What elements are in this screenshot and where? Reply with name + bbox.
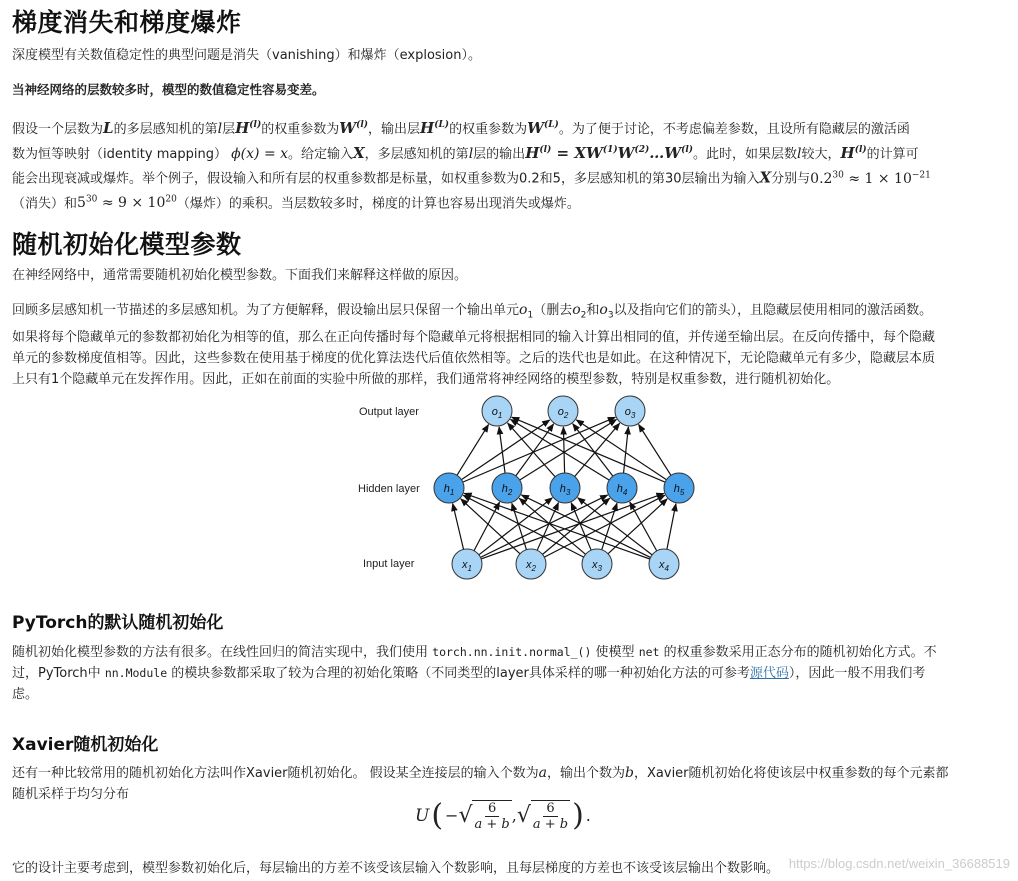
edge-h4-o2 xyxy=(573,424,613,476)
section-title-pytorch: PyTorch的默认随机初始化 xyxy=(12,613,224,633)
hidden-node-h3-label: $h_3$ xyxy=(559,483,571,497)
watermark: https://blog.csdn.net/weixin_36688519 xyxy=(788,856,1010,871)
input-layer-label: Input layer xyxy=(363,558,415,570)
edge-x1-h2 xyxy=(474,502,500,551)
output-node-o2-label: $o_2$ xyxy=(557,406,569,420)
input-node-x2-label: $x_2$ xyxy=(526,559,536,573)
section-title-gradient: 梯度消失和梯度爆炸 xyxy=(12,8,242,37)
diagram-nodes xyxy=(434,396,694,579)
code-net: net xyxy=(638,645,660,659)
edge-h3-o2 xyxy=(563,427,564,473)
input-node-x4-label: $x_4$ xyxy=(659,559,669,573)
paragraph-xavier: 还有一种比较常用的随机初始化方法叫作Xavier随机初始化。 假设某全连接层的输入个数为a，输出个数为b，Xavier随机初始化将使该层中权重参数的每个元素都 随机采样于均匀分布 xyxy=(12,765,949,802)
paragraph-gradient: 假设一个层数为L的多层感知机的第l层$H^{(l)}$的权重参数为$W^{(l)}$，输出层$H^{(L)}$的权重参数为$W^{(L)}$。为了便于讨论，不考虑偏差参数，且设所有隐藏层的激活函 数为恒等映射（identity mapping） ϕ(x) = x。给定输入X，多层感知机的第l层的输出$H^{(l)}$ = $XW^{(1)}W^{(2)}\dots W^{(l)}$。此时，如果层数l较大，$H^{(l)}$的计算可 能会出现衰减或爆炸。举个例子，假设输入和所有层的权重参数都是标量，如权重参数为0.2和5，多层感知机的第30层输出为输入X分别与$0.2^{30} \approx 1 \times 10^{-21}$ （消失）和$5^{30} \approx 9 \times 10^{20}$（爆炸）的乘积。当层数较多时，梯度的计算也容易出现消失或爆炸。 xyxy=(12,119,931,212)
output-layer-label: Output layer xyxy=(359,406,419,418)
code-nn-module: nn.Module xyxy=(104,666,168,680)
random-init-intro: 在神经网络中，通常需要随机初始化模型参数。下面我们来解释这样做的原因。 xyxy=(12,268,468,283)
section-title-random-init: 随机初始化模型参数 xyxy=(12,230,242,259)
edge-h1-o2 xyxy=(461,420,549,480)
section-title-xavier: Xavier随机初始化 xyxy=(12,735,159,755)
bold-statement: 当神经网络的层数较多时，模型的数值稳定性容易变差。 xyxy=(12,82,325,97)
edge-h5-o3 xyxy=(639,424,671,475)
hidden-node-h1-label: $h_1$ xyxy=(443,483,455,497)
paragraph-random-init: 回顾多层感知机一节描述的多层感知机。为了方便解释，假设输出层只保留一个输出单元$o_1$（删去$o_2$和$o_3$以及指向它们的箭头），且隐藏层使用相同的激活函数。 如果将每个隐藏单元的参数都初始化为相等的值，那么在正向传播时每个隐藏单元将根据相同的输入计算出相同的值，并传递至输出层。在反向传播中，每个隐藏 单元的参数梯度值相等。因此，这些参数在使用基于梯度的优化算法迭代后值依然相等。之后的迭代也是如此。在这种情况下，无论隐藏单元有多少，隐藏层本质 上只有1个隐藏单元在发挥作用。因此，正如在前面的实验中所做的那样，我们通常将神经网络的模型参数，特别是权重参数，进行随机初始化。 xyxy=(12,302,936,387)
intro-paragraph: 深度模型有关数值稳定性的典型问题是消失（vanishing）和爆炸（explosion）。 xyxy=(12,48,481,63)
edge-x3-h5 xyxy=(608,499,667,554)
edge-x3-h1 xyxy=(463,495,583,557)
hidden-node-h2-label: $h_2$ xyxy=(501,483,513,497)
hidden-node-h5-label: $h_5$ xyxy=(673,483,685,497)
uniform-distribution-formula: U ( − √ $\frac{6}{a + b}$ , √ $\frac{6}{a + b}$ ) . xyxy=(415,798,591,833)
edge-h4-o1 xyxy=(511,419,610,480)
paragraph-pytorch: 随机初始化模型参数的方法有很多。在线性回归的简洁实现中，我们使用 torch.nn.init.normal_() 使模型 net 的权重参数采用正态分布的随机初始化方式。不 过，PyTorch中 nn.Module 的模块参数都采取了较为合理的初始化策略（不同类型的layer具体采样的哪一种初始化方法的可参考源代码），因此一般不用我们考 虑。 xyxy=(12,645,937,702)
source-code-link[interactable]: 源代码 xyxy=(749,666,789,681)
edge-x4-h4 xyxy=(630,502,657,551)
edge-x3-h3 xyxy=(571,503,591,550)
xavier-conclusion: 它的设计主要考虑到，模型参数初始化后，每层输出的方差不该受该层输入个数影响，且每层梯度的方差也不该受该层输出个数影响。 xyxy=(12,861,780,876)
output-node-o1-label: $o_1$ xyxy=(491,406,503,420)
hidden-node-h4-label: $h_4$ xyxy=(616,483,628,497)
output-node-o3-label: $o_3$ xyxy=(624,406,636,420)
edge-x1-h1 xyxy=(453,504,464,550)
mlp-diagram xyxy=(332,388,702,588)
code-normal-init: torch.nn.init.normal_() xyxy=(432,645,592,659)
edge-x4-h5 xyxy=(667,504,676,550)
edge-x2-h5 xyxy=(544,495,664,557)
edge-h1-o1 xyxy=(457,425,489,476)
input-node-x1-label: $x_1$ xyxy=(462,559,472,573)
hidden-layer-label: Hidden layer xyxy=(358,483,420,495)
input-node-x3-label: $x_3$ xyxy=(592,559,602,573)
